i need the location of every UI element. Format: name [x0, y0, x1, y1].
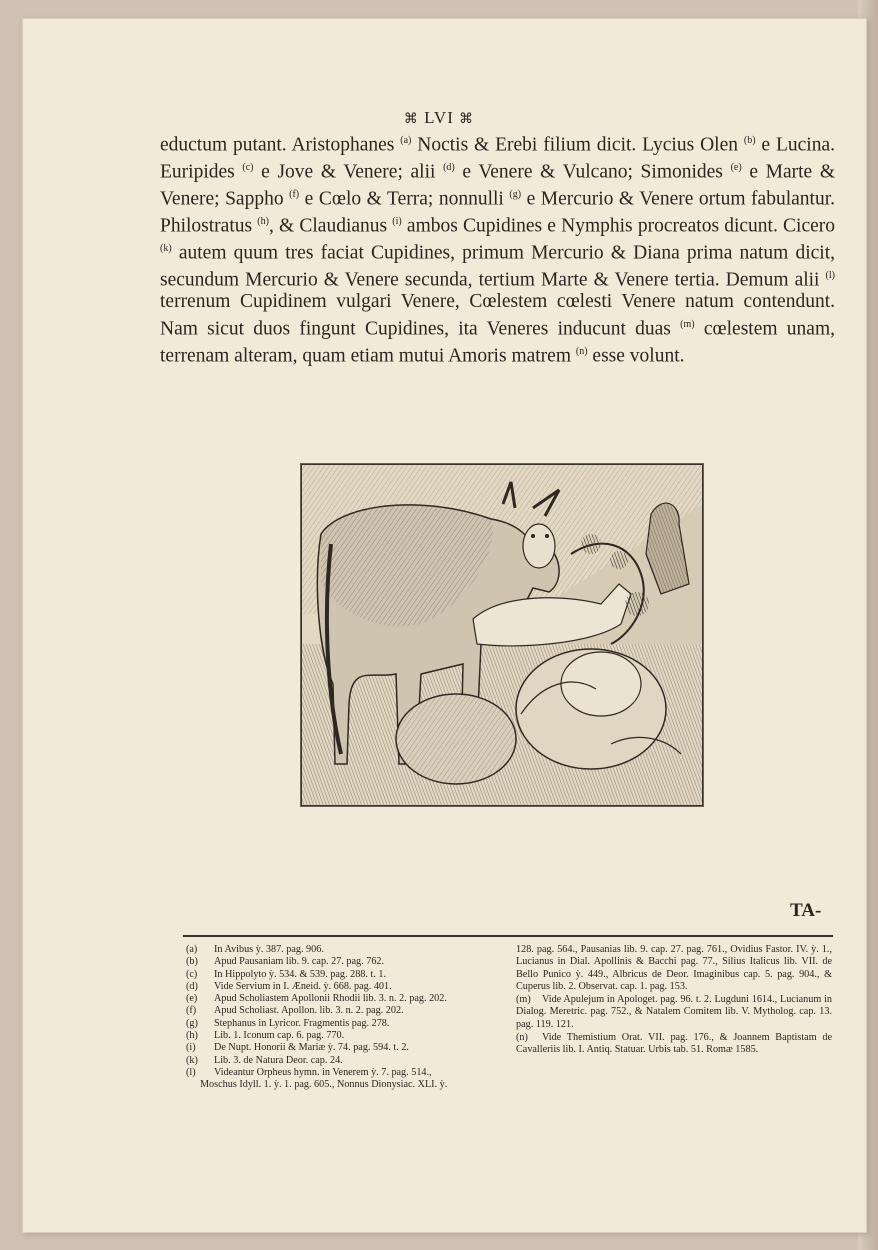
footnote-text: Apud Pausaniam lib. 9. cap. 27. pag. 762.: [214, 956, 385, 968]
footnote: [186, 1018, 504, 1030]
text-run: e Mercurio & Venere ortum fabulantur. Philostratus: [160, 188, 835, 237]
text-run: Noctis & Erebi filium dicit. Lycius Olen: [411, 134, 744, 156]
footnote-text: Lib. 3. de Natura Deor. cap. 24.: [214, 1054, 343, 1066]
footnote-ref: (e): [730, 161, 742, 173]
footnote: [186, 981, 504, 993]
footnote-text: Vide Apulejum in Apologet. pag. 96. t. 2. Lugduni 1614., Lucianum in Dialog. Meretric. pag. 752., & Natalem Comitem lib. V. Mytholog. cap. 13. pag. 119. 121.: [516, 994, 832, 1030]
engraving-plate: [300, 463, 704, 807]
footnote: [186, 969, 504, 981]
footnote-continuation: Moschus Idyll. 1. ỳ. 1. pag. 605., Nonnus Dionysiac. XLI. ỳ.: [200, 1079, 448, 1091]
footnote-mark: (m): [516, 994, 531, 1006]
footnote-text: Stephanus in Lyricor. Fragmentis pag. 278.: [214, 1017, 390, 1029]
footnote-ref: (i): [392, 215, 402, 227]
footnote-text: Apud Scholiast. Apollon. lib. 3. n. 2. pag. 202.: [214, 1005, 404, 1017]
footnote-mark: (a): [186, 944, 198, 955]
footnote: [186, 1005, 504, 1017]
page-number: LVI: [424, 108, 454, 127]
footnote-mark: (b): [186, 956, 198, 968]
text-run: e Lucina. Euripides: [160, 134, 835, 183]
text-run: autem quum tres faciat Cupidines, primum Mercurio & Diana prima natum dicit, secundum Mercurio & Venere secunda, tertium Marte & Venere tertia. Demum alii: [160, 242, 835, 291]
footnote-mark: (e): [186, 993, 198, 1005]
footnote-ref: (m): [680, 318, 695, 330]
footnote-ref: (a): [400, 135, 412, 146]
text-run: , & Claudianus: [268, 215, 393, 237]
text-run: eductum putant. Aristophanes: [160, 134, 401, 156]
footnote: [186, 1042, 504, 1054]
header-ornament-right: ⌘: [459, 111, 475, 127]
footnote: [516, 1032, 832, 1057]
footnote-mark: (k): [186, 1054, 198, 1066]
text-run: cœlestem unam, terrenam alteram, quam etiam mutui Amoris matrem: [160, 318, 836, 367]
footnotes-right-column: [516, 944, 832, 1058]
header-ornament-left: ⌘: [403, 111, 419, 127]
footnote: [186, 1067, 504, 1079]
footnote-ref: (c): [242, 161, 254, 173]
text-run: e Marte & Venere; Sappho: [160, 161, 836, 210]
footnote-mark: (c): [186, 968, 198, 980]
footnote-ref: (l): [825, 269, 835, 281]
footnote-text: In Hippolyto ỳ. 534. & 539. pag. 288. t. 1.: [214, 968, 387, 980]
footnote-text: Apud Scholiastem Apollonii Rhodii lib. 3. n. 2. pag. 202.: [214, 993, 447, 1005]
footnote-text: Vide Servium in I. Æneid. ỳ. 668. pag. 401.: [214, 980, 392, 992]
footnote-ref: (n): [575, 345, 588, 357]
footnote-text: De Nupt. Honorii & Mariæ ỳ. 74. pag. 594. t. 2.: [214, 1042, 409, 1054]
footnote-mark: (d): [186, 980, 198, 992]
footnote: [186, 1055, 504, 1067]
footnote-text: Videantur Orpheus hymn. in Venerem ỳ. 7. pag. 514.,: [214, 1066, 432, 1078]
footnote: [516, 994, 832, 1031]
footnote-mark: (f): [186, 1005, 197, 1017]
main-text: [160, 130, 835, 368]
footnotes-left-column: [186, 944, 504, 1092]
footnote: [186, 956, 504, 968]
text-run: e Jove & Venere; alii: [253, 161, 444, 183]
footnote-ref: (h): [257, 215, 269, 227]
footnote-mark: (h): [186, 1030, 198, 1042]
main-paragraph: [160, 130, 835, 368]
text-run: terrenum Cupidinem vulgari Venere, Cœlestem cœlesti Venere natum contendunt. Nam sicut duos fingunt Cupidines, ita Veneres inducunt duas: [160, 291, 835, 340]
text-run: esse volunt.: [587, 345, 685, 367]
catchword: TA-: [790, 900, 822, 921]
text-run: e Cœlo & Terra; nonnulli: [299, 188, 510, 210]
footnote-text: Lib. 1. Iconum cap. 6. pag. 770.: [214, 1030, 345, 1042]
footnote-ref: (b): [743, 135, 756, 146]
footnote: [186, 944, 504, 956]
running-header: [0, 108, 878, 128]
footnote-continuation: 128. pag. 564., Pausanias lib. 9. cap. 27. pag. 761., Ovidius Fastor. IV. ỳ. 1., Lucianus in Dial. Apollinis & Bacchi pag. 77., Silius Italicus lib. VII. de Bello Punico ỳ. 449., Albricus de Deor. Imaginibus cap. 5. pag. 904., & Cuperus lib. 2. Observat. cap. 1. pag. 153.: [516, 944, 832, 992]
footnote: [186, 993, 504, 1005]
text-run: e Venere & Vulcano; Simonides: [454, 161, 731, 183]
footnote-text: In Avibus ỳ. 387. pag. 906.: [214, 944, 324, 955]
text-run: ambos Cupidines e Nymphis procreatos dicunt. Cicero: [401, 215, 835, 237]
footnote-mark: (l): [186, 1066, 196, 1078]
footnote-mark: (n): [516, 1032, 528, 1044]
cow-cabbage-engraving: [301, 464, 703, 806]
footnote-ref: (d): [443, 161, 455, 173]
footnote-ref: (f): [289, 188, 300, 200]
footnote-mark: (g): [186, 1017, 198, 1029]
footnote-ref: (g): [509, 188, 522, 200]
footnote-ref: (k): [160, 242, 172, 254]
footnote-rule: [183, 935, 833, 937]
footnote: [186, 1030, 504, 1042]
footnote-mark: (i): [186, 1042, 196, 1054]
footnote-text: Vide Themistium Orat. VII. pag. 176., & Joannem Baptistam de Cavalleriis lib. I. Antiq. Statuar. Urbis tab. 51. Romæ 1585.: [516, 1032, 832, 1056]
